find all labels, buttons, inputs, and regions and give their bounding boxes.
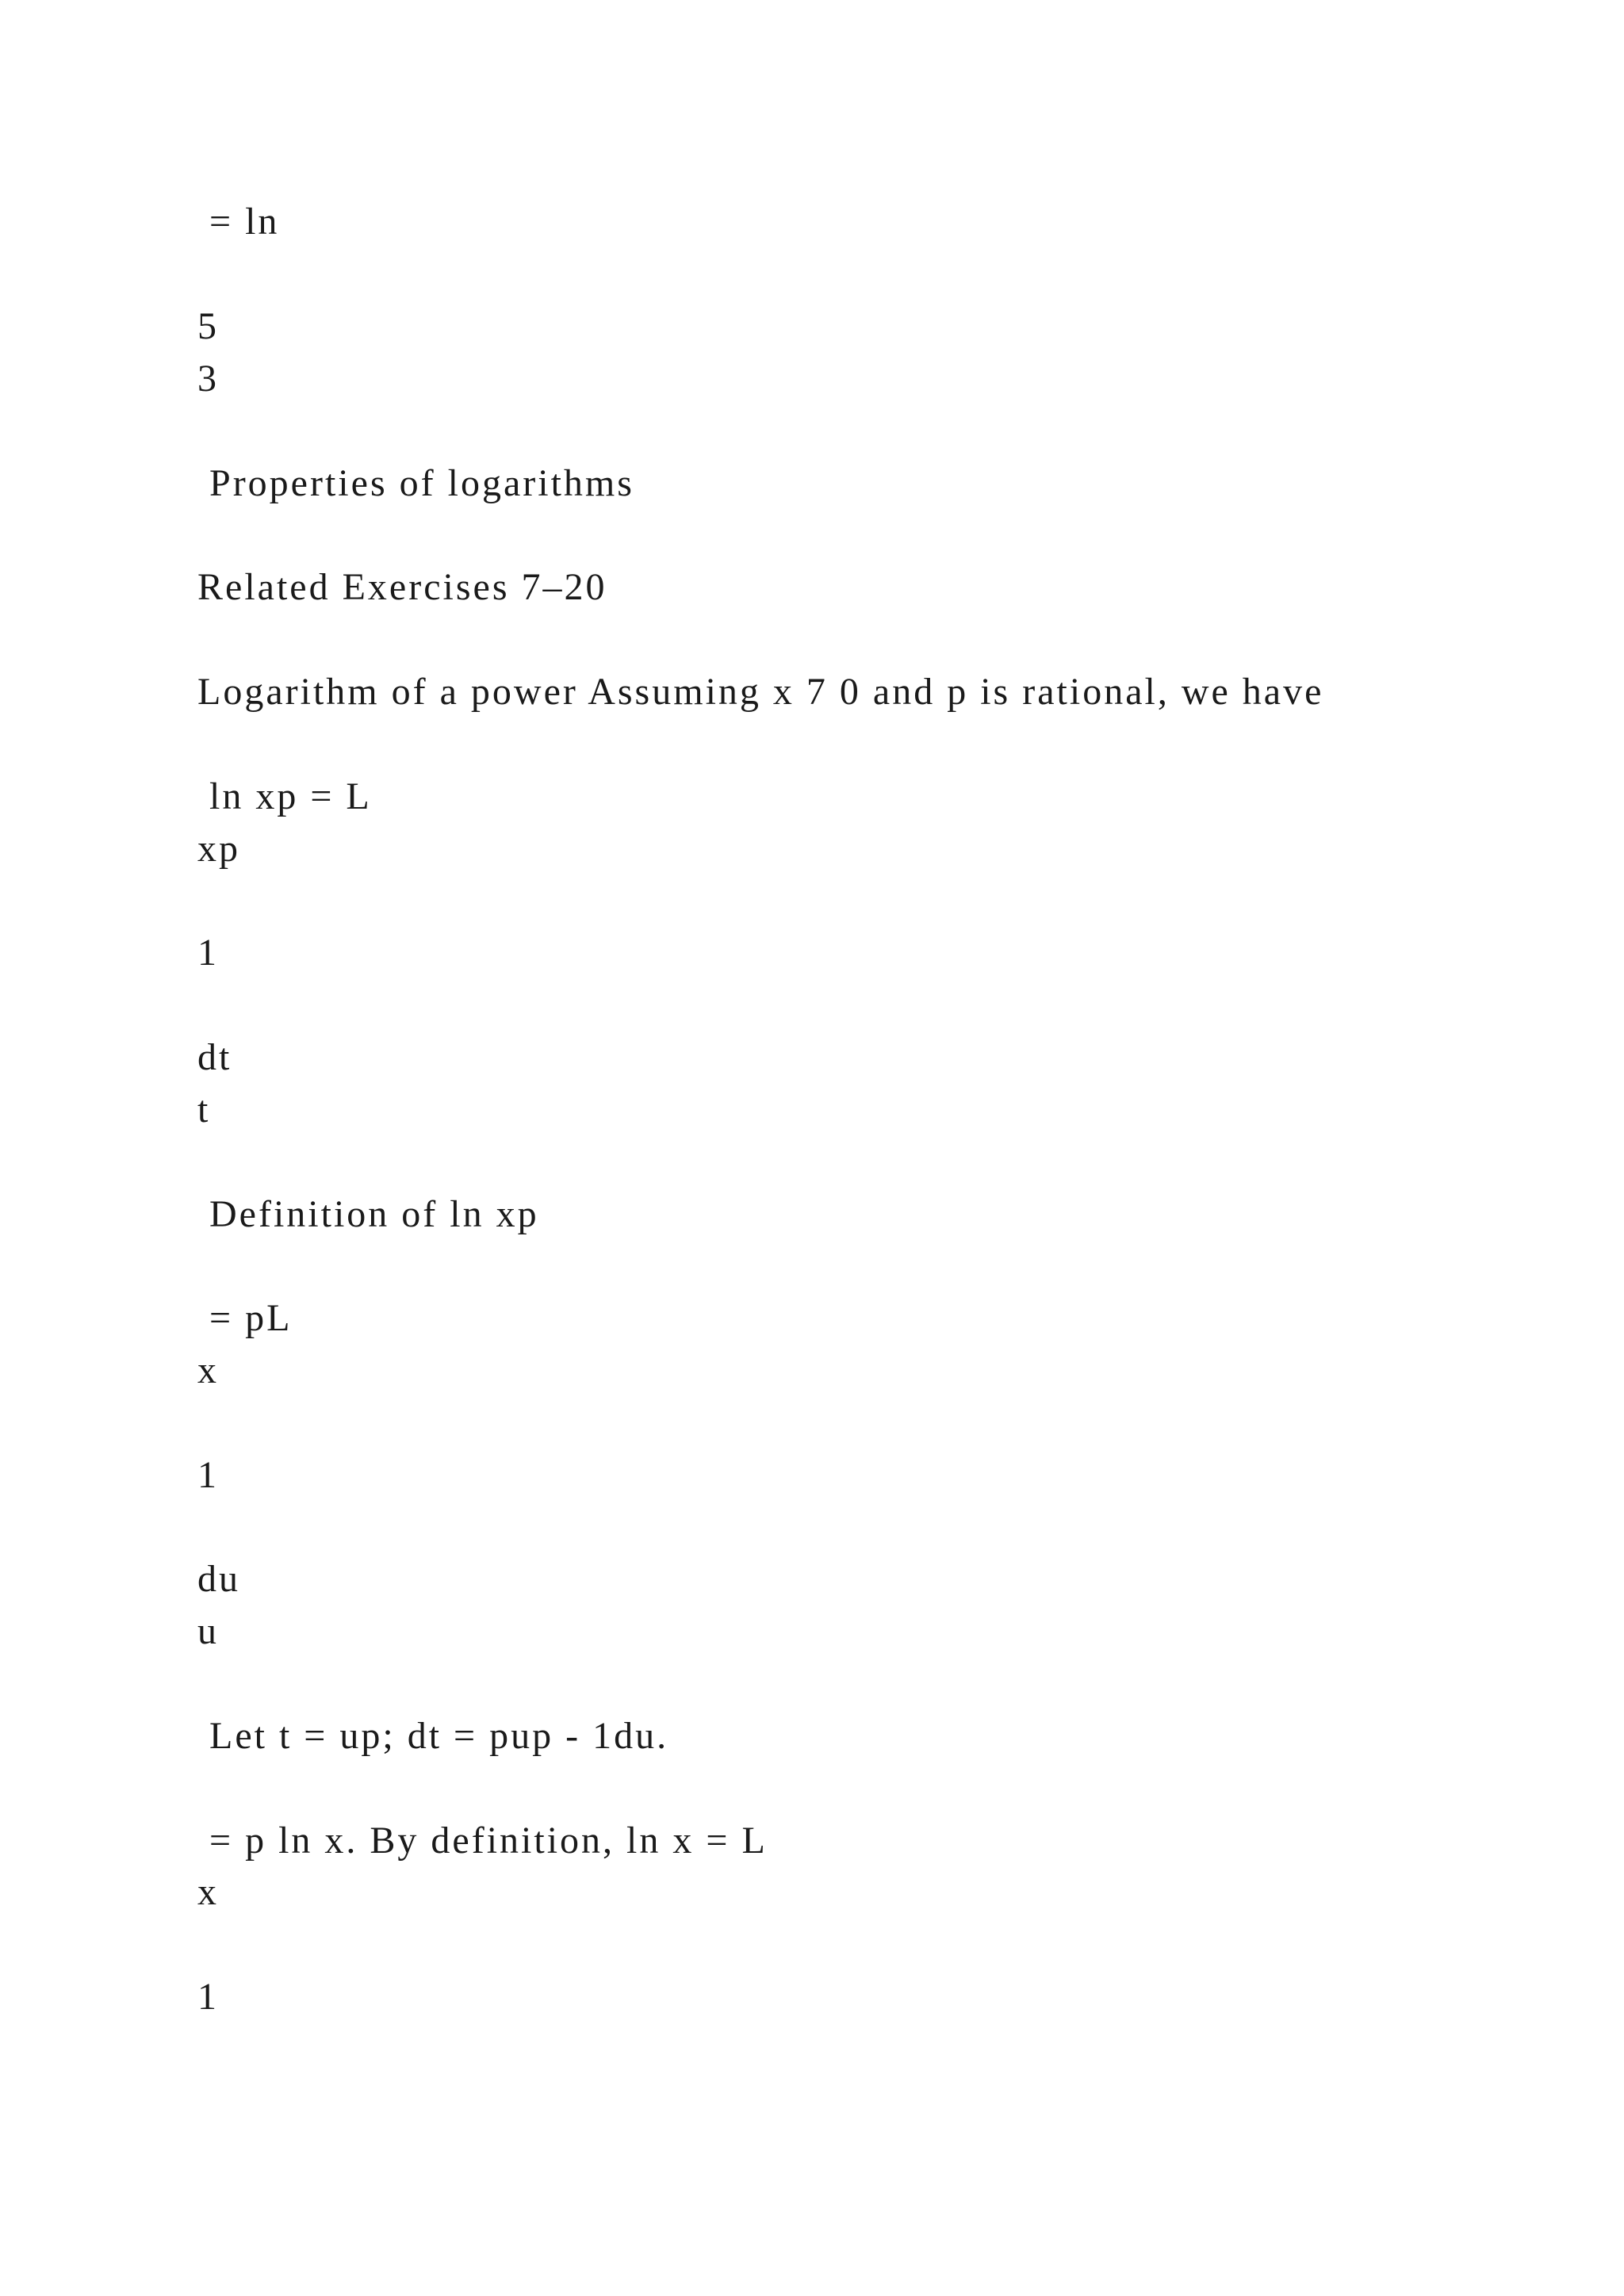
text-line-lower-limit-1b: 1 xyxy=(197,1454,219,1496)
text-line-lower-limit-1c: 1 xyxy=(197,1976,219,2018)
text-line-p-ln-x: = p ln x. By definition, ln x = L xyxy=(197,1820,768,1862)
text-line-lower-limit-1: 1 xyxy=(197,932,219,974)
text-line-upper-limit-xp: xp xyxy=(197,828,240,870)
text-line-substitution-note: Let t = up; dt = pup - 1du. xyxy=(197,1715,669,1757)
text-line-upper-limit-x2: x xyxy=(197,1871,219,1913)
text-line-du: du xyxy=(197,1558,240,1600)
text-line-upper-limit-x: x xyxy=(197,1349,219,1391)
text-line-equals-ln: = ln xyxy=(197,201,280,243)
text-line-ln-xp: ln xp = L xyxy=(197,775,372,817)
text-line-t: t xyxy=(197,1089,211,1131)
text-line-equals-pl: = pL xyxy=(197,1297,293,1339)
text-line-fraction-numerator: 5 xyxy=(197,305,219,347)
text-line-properties-note: Properties of logarithms xyxy=(197,462,634,504)
text-line-related-exercises: Related Exercises 7–20 xyxy=(197,566,607,608)
text-line-fraction-denominator: 3 xyxy=(197,358,219,400)
text-line-definition-note: Definition of ln xp xyxy=(197,1193,539,1235)
text-line-logarithm-of-power: Logarithm of a power Assuming x 7 0 and p is rational, we have xyxy=(197,671,1324,713)
text-line-u: u xyxy=(197,1610,219,1652)
text-line-dt: dt xyxy=(197,1036,232,1078)
